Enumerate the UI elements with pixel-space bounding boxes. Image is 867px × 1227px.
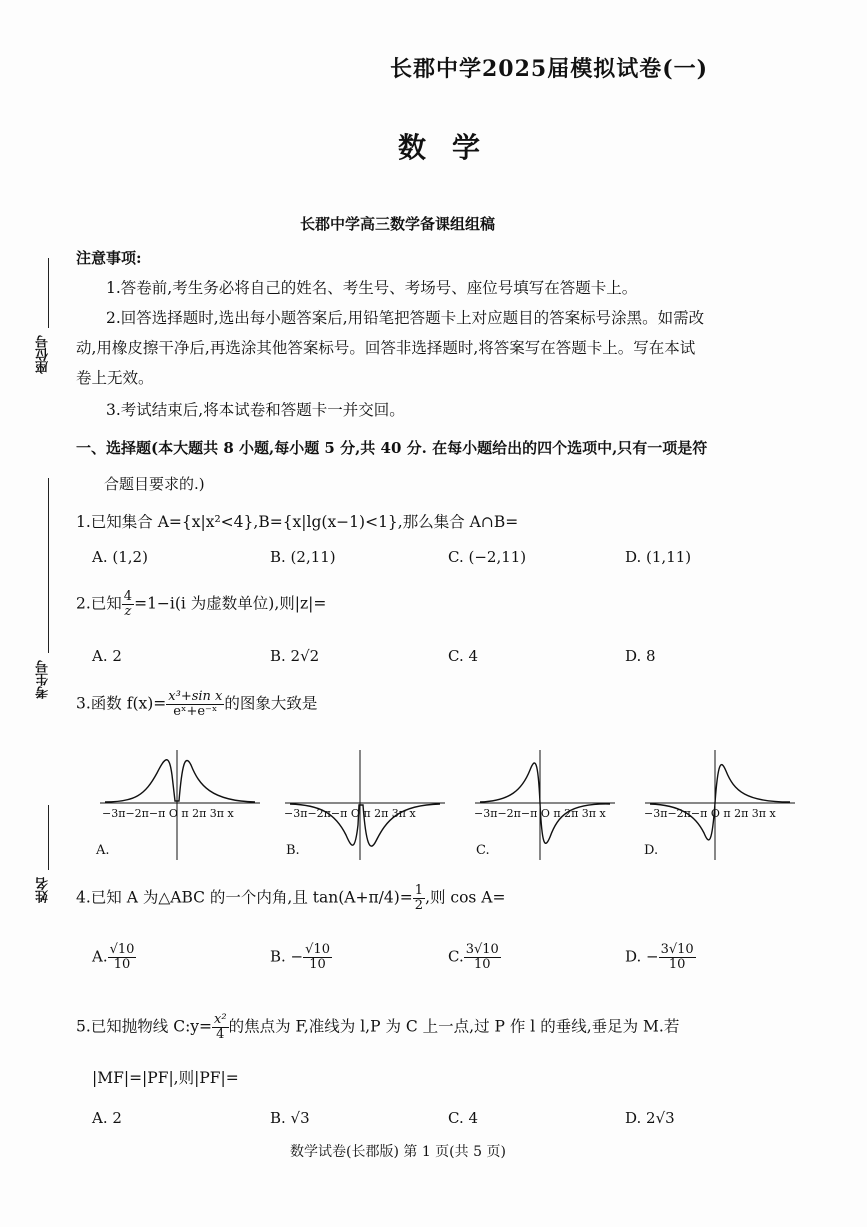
section-heading-cont: 合题目要求的.)	[104, 475, 205, 493]
q4-d-num: 3√10	[660, 942, 694, 957]
q4-option-c	[448, 943, 501, 972]
graph-b-ticks: −3π−2π−π O π 2π 3π x	[284, 807, 416, 820]
graph-a-label: A.	[96, 843, 110, 858]
q5-fraction	[212, 1013, 229, 1042]
q5-option-a: A. 2	[92, 1109, 122, 1127]
notice-item: 2.回答选择题时,选出每小题答案后,用铅笔把答题卡上对应题目的答案标号涂黑。如需改	[106, 309, 705, 327]
notice-heading: 注意事项:	[76, 249, 142, 267]
q4-b-num: √10	[305, 942, 330, 957]
q2-post: =1−i(i 为虚数单位),则|z|=	[134, 594, 327, 613]
page-footer: 数学试卷(长郡版) 第 1 页(共 5 页)	[290, 1144, 506, 1160]
graph-c-ticks: −3π−2π−π O π 2π 3π x	[474, 807, 606, 820]
q4-option-b	[270, 943, 332, 972]
q1-option-c: C. (−2,11)	[448, 548, 527, 566]
question-2-stem	[76, 590, 326, 619]
exam-no-label: 考生号	[36, 660, 51, 699]
q3-frac-num: x³+sin x	[168, 689, 223, 704]
q4-a-prefix: A.	[92, 947, 108, 966]
q2-option-b: B. 2√2	[270, 647, 320, 665]
question-5-line2: |MF|=|PF|,则|PF|=	[92, 1069, 239, 1087]
q5-frac-den: 4	[216, 1027, 225, 1042]
q5-post: 的焦点为 F,准线为 l,P 为 C 上一点,过 P 作 l 的垂线,垂足为 M.若	[228, 1017, 680, 1036]
name-line	[48, 805, 49, 870]
q4-d-den: 10	[668, 957, 686, 972]
q1-option-d: D. (1,11)	[625, 548, 692, 566]
q4-post: ,则 cos A=	[425, 888, 506, 907]
graph-option-d	[640, 745, 800, 865]
exam-title: 长郡中学2025届模拟试卷(一)	[390, 56, 709, 82]
graph-option-b	[280, 745, 450, 865]
notice-item: 卷上无效。	[76, 369, 154, 387]
graph-b-label: B.	[286, 843, 300, 858]
notice-item: 动,用橡皮擦干净后,再选涂其他答案标号。回答非选择题时,将答案写在答题卡上。写在本试	[76, 339, 696, 357]
q3-pre: 3.函数 f(x)=	[76, 694, 167, 713]
q4-a-den: 10	[113, 957, 131, 972]
editor-line: 长郡中学高三数学备课组组稿	[300, 215, 496, 233]
q2-option-d: D. 8	[625, 647, 656, 665]
graph-option-c	[470, 745, 620, 865]
q2-pre: 2.已知	[76, 594, 122, 613]
exam-no-line	[48, 478, 49, 653]
q4-option-d	[625, 943, 696, 972]
q4-half-den: 2	[414, 898, 424, 913]
q5-option-c: C. 4	[448, 1109, 479, 1127]
subject-title: 数学	[398, 131, 507, 164]
q2-option-c: C. 4	[448, 647, 479, 665]
question-1-stem: 1.已知集合 A={x|x²<4},B={x|lg(x−1)<1},那么集合 A∩B=	[76, 513, 519, 531]
q5-option-b: B. √3	[270, 1109, 310, 1127]
q2-frac-den: z	[124, 604, 132, 619]
name-label: 姓名	[36, 877, 51, 903]
question-3-stem	[76, 690, 317, 719]
q4-a-num: √10	[109, 942, 135, 957]
seat-line	[48, 258, 49, 328]
q3-fraction	[166, 690, 224, 719]
q2-option-a: A. 2	[92, 647, 122, 665]
notice-item: 3.考试结束后,将本试卷和答题卡一并交回。	[106, 401, 405, 419]
q4-b-prefix: B. −	[270, 947, 304, 966]
q4-c-num: 3√10	[465, 942, 499, 957]
seat-label: 座位号	[36, 335, 51, 374]
q4-c-prefix: C.	[448, 947, 464, 966]
q5-frac-num: x²	[214, 1012, 227, 1027]
q3-frac-den: eˣ+e⁻ˣ	[173, 704, 218, 719]
q4-option-a	[92, 943, 136, 972]
graph-option-a	[95, 745, 265, 865]
q4-pre: 4.已知 A 为△ABC 的一个内角,且 tan	[76, 888, 339, 907]
q4-half-num: 1	[414, 883, 424, 898]
graph-d-ticks: −3π−2π−π O π 2π 3π x	[644, 807, 776, 820]
q2-frac-num: 4	[123, 589, 133, 604]
graph-a-ticks: −3π−2π−π O π 2π 3π x	[102, 807, 234, 820]
q1-option-a: A. (1,2)	[92, 548, 148, 566]
graph-d-label: D.	[644, 843, 659, 858]
question-4-stem	[76, 884, 506, 913]
q5-option-d: D. 2√3	[625, 1109, 675, 1127]
q4-d-prefix: D. −	[625, 947, 659, 966]
question-5-stem	[76, 1013, 679, 1042]
q4-c-den: 10	[474, 957, 491, 972]
q3-post: 的图象大致是	[224, 694, 318, 713]
notice-item: 1.答卷前,考生务必将自己的姓名、考生号、考场号、座位号填写在答题卡上。	[106, 279, 638, 297]
q4-mid: =	[399, 888, 413, 907]
q4-b-den: 10	[309, 957, 326, 972]
q2-fraction	[122, 590, 134, 619]
q4-paren: (A+π/4)	[338, 888, 400, 907]
graph-c-label: C.	[476, 843, 490, 858]
section-heading: 一、选择题(本大题共 8 小题,每小题 5 分,共 40 分. 在每小题给出的四个选项中,只有一项是符	[76, 439, 708, 457]
q1-option-b: B. (2,11)	[270, 548, 336, 566]
q5-pre: 5.已知抛物线 C:y=	[76, 1017, 213, 1036]
q4-half	[413, 884, 425, 913]
